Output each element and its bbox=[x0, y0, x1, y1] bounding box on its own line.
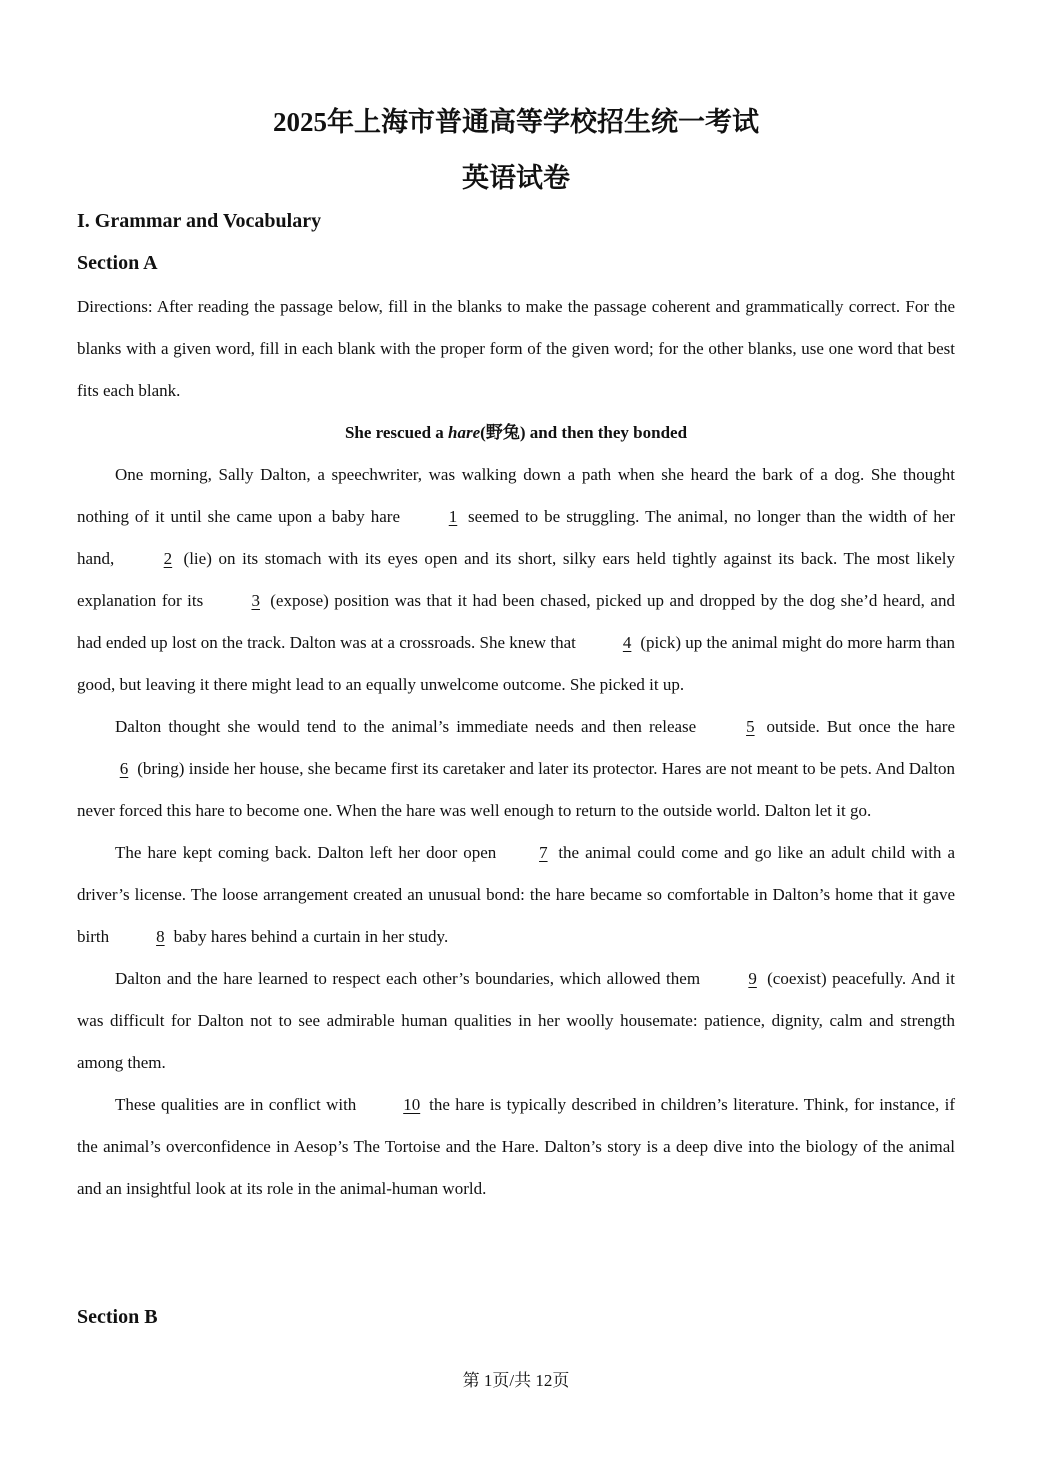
passage-paragraph-5 bbox=[77, 1084, 955, 1210]
paragraph-text: (lie) on its stomach with its eyes open and its short, silky ears held tightly against its back. The most likely explanation for its bbox=[77, 549, 955, 610]
blank-3[interactable]: 3 bbox=[251, 591, 260, 610]
paragraph-text: One morning, Sally Dalton, a speechwriter, was walking down a path when she heard the bark of a dog. She thought nothing of it until she came upon a baby hare bbox=[77, 465, 955, 526]
blank-8[interactable]: 8 bbox=[156, 927, 165, 946]
passage-paragraph-1 bbox=[77, 454, 955, 706]
blank-6[interactable]: 6 bbox=[119, 759, 129, 778]
paragraph-text: (expose) position was that it had been chased, picked up and dropped by the dog she’d heard, and had ended up lost on the track. Dalton was at a crossroads. She knew that bbox=[77, 591, 955, 652]
passage-title-after: (野兔) and then they bonded bbox=[480, 423, 688, 442]
paragraph-text: The hare kept coming back. Dalton left her door open bbox=[115, 843, 497, 862]
paragraph-text: seemed to be struggling. The animal, no longer than the width of her hand, bbox=[77, 507, 955, 568]
passage-title-before: She rescued a bbox=[344, 423, 449, 442]
blank-5[interactable]: 5 bbox=[746, 717, 755, 736]
paragraph-text: (pick) up the animal might do more harm than good, but leaving it there might lead to an equally unwelcome outcome. She picked it up. bbox=[77, 633, 955, 694]
section-a-heading: Section A bbox=[77, 252, 158, 274]
paragraph-text: (bring) inside her house, she became first its caretaker and later its protector. Hares are not meant to be pets. And Dalton never forced this hare to become one. When the hare was well enough to return to the outside world. Dalton let it go. bbox=[77, 759, 955, 820]
directions-text: Directions: After reading the passage below, fill in the blanks to make the passage coherent and grammatically correct. For the blanks with a given word, fill in each blank with the proper form of the given word; for the other blanks, use one word that best fits each blank. bbox=[77, 297, 955, 400]
paragraph-text: outside. But once the hare bbox=[759, 717, 955, 736]
paragraph-text: These qualities are in conflict with bbox=[115, 1095, 362, 1114]
blank-4[interactable]: 4 bbox=[622, 633, 632, 652]
paragraph-text: (coexist) peacefully. And it was difficult for Dalton not to see admirable human qualities in her woolly housemate: patience, dignity, calm and strength among them. bbox=[77, 969, 955, 1072]
blank-1[interactable]: 1 bbox=[448, 507, 458, 526]
exam-subtitle: 英语试卷 bbox=[462, 163, 570, 193]
passage-title bbox=[77, 412, 955, 454]
blank-10[interactable]: 10 bbox=[403, 1095, 421, 1114]
passage-paragraph-3 bbox=[77, 832, 955, 958]
part-heading: I. Grammar and Vocabulary bbox=[77, 210, 322, 232]
blank-7[interactable]: 7 bbox=[539, 843, 548, 862]
paragraph-text: the hare is typically described in children’s literature. Think, for instance, if the animal’s overconfidence in Aesop’s The Tortoise and the Hare. Dalton’s story is a deep dive into the biology of the animal and an insightful look at its role in the animal-human world. bbox=[77, 1095, 956, 1198]
paragraph-text: the animal could come and go like an adult child with a driver’s license. The loose arrangement created an unusual bond: the hare became so comfortable in Dalton’s home that it gave birth bbox=[77, 843, 955, 946]
passage-paragraph-4 bbox=[77, 958, 955, 1084]
exam-title: 2025年上海市普通高等学校招生统一考试 bbox=[273, 107, 759, 137]
paragraph-text: Dalton thought she would tend to the animal’s immediate needs and then release bbox=[115, 717, 704, 736]
paragraph-text: Dalton and the hare learned to respect each other’s boundaries, which allowed them bbox=[115, 969, 706, 988]
blank-9[interactable]: 9 bbox=[748, 969, 757, 988]
blank-2[interactable]: 2 bbox=[163, 549, 173, 568]
passage-title-italic: hare bbox=[448, 423, 481, 442]
passage-body bbox=[77, 454, 955, 1210]
passage-paragraph-2 bbox=[77, 706, 955, 832]
section-b-heading: Section B bbox=[77, 1306, 158, 1328]
paragraph-text: baby hares behind a curtain in her study. bbox=[169, 927, 449, 946]
page-number: 第 1页/共 12页 bbox=[462, 1371, 570, 1390]
